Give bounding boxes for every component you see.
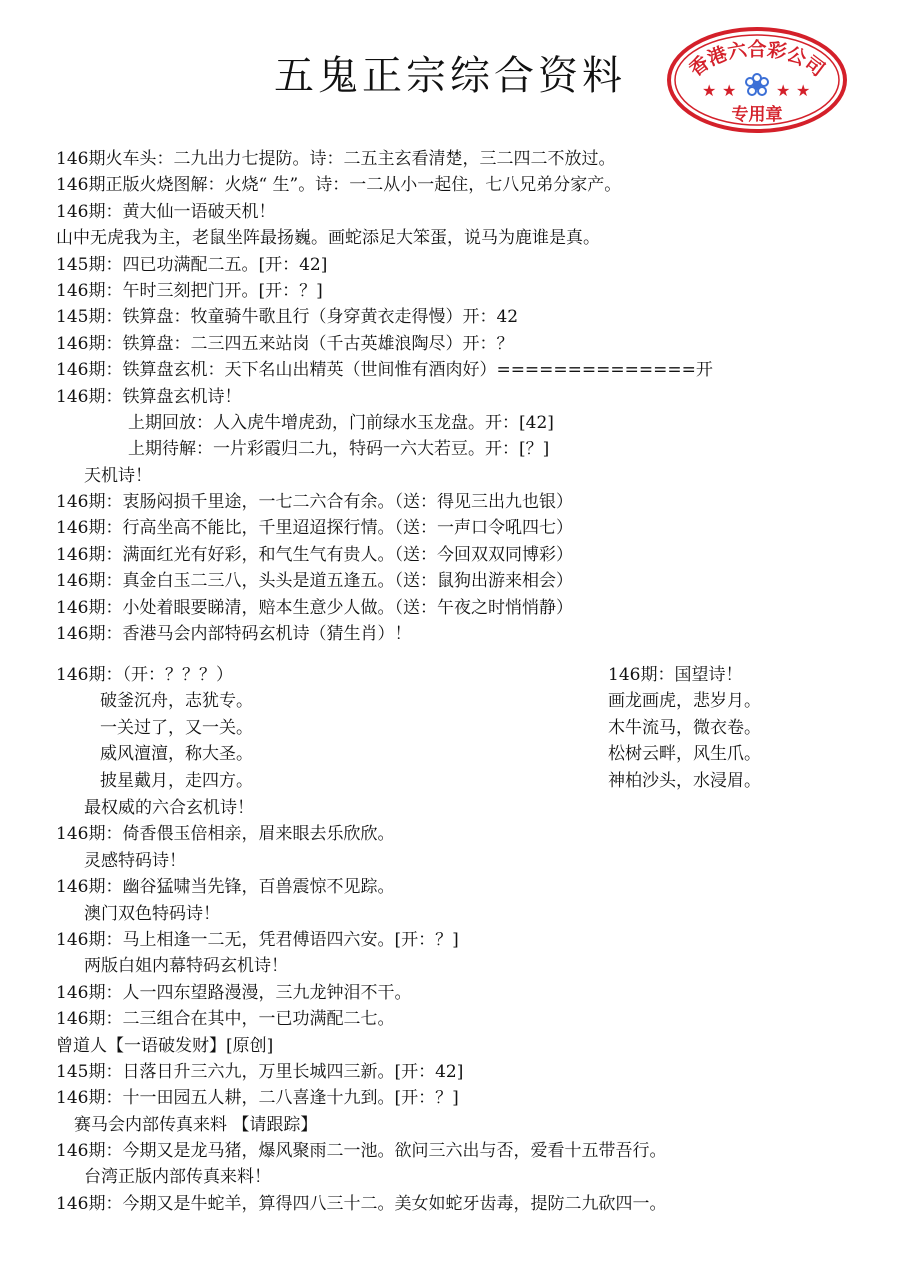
poem-right-line-4: 神柏沙头，水浸眉。 — [608, 770, 761, 791]
poem-left-line-4: 披星戴月，走四方。 — [100, 770, 253, 791]
line-taiwan-fax: 146期：今期又是牛蛇羊，算得四八三十二。美女如蛇牙齿毒，提防二九砍四一。 — [56, 1193, 667, 1214]
line-macau-poem: 146期：马上相逢一二无，凭君傅语四六安。[开：？] — [56, 929, 459, 950]
poem-right-line-3: 松树云畔，风生爪。 — [608, 744, 761, 765]
line-146-hint: 146期：午时三刻把门开。[开：？] — [56, 280, 323, 301]
content-lines-top — [56, 146, 856, 647]
heading-heaven-poem: 天机诗！ — [84, 465, 152, 486]
line-jockey-fax: 146期：今期又是龙马猪，爆风聚雨二一池。欲问三六出与否，爱看十五带吾行。 — [56, 1141, 667, 1162]
svg-text:★: ★ — [702, 81, 717, 100]
seal-bottom-text: 专用章 — [731, 105, 783, 125]
poem-left-line-2: 一关过了，又一关。 — [100, 717, 253, 738]
line-inspiration-poem: 146期：幽谷猛啸当先锋，百兽震惊不见踪。 — [56, 877, 395, 898]
page-title: 五鬼正宗综合资料 — [274, 53, 626, 99]
line-baijie-2: 146期：二三组合在其中，一已功满配二七。 — [56, 1009, 395, 1030]
heading-jockey-fax: 赛马会内部传真来料 【请跟踪】 — [74, 1114, 318, 1135]
line-heaven-2: 146期：行高坐高不能比，千里迢迢探行情。（送：一声口令吼四七） — [56, 518, 573, 539]
line-abacus-mystery: 146期：铁算盘玄机：天下名山出精英（世间惟有酒肉好）==============开 — [56, 360, 713, 381]
line-authority-poem: 146期：倚香偎玉倍相亲，眉来眼去乐欣欣。 — [56, 824, 395, 845]
poem-right-line-1: 画龙画虎，悲岁月。 — [608, 691, 761, 712]
svg-text:★: ★ — [776, 81, 791, 100]
poem-left-block — [56, 662, 556, 794]
line-abacus-poem-heading: 146期：铁算盘玄机诗！ — [56, 386, 242, 407]
line-fire-chart: 146期正版火烧图解：火烧“ 生”。诗：一二从小一起住，七八兄弟分家产。 — [56, 175, 622, 196]
content-lines-bottom — [56, 795, 856, 1217]
line-zeng-146: 146期：十一田园五人耕，二八喜逢十九到。[开：？] — [56, 1088, 459, 1109]
poem-left-line-3: 威风澶澶，称大圣。 — [100, 744, 253, 765]
line-huang-poem: 山中无虎我为主，老鼠坐阵最扬巍。画蛇添足大笨蛋，说马为鹿谁是真。 — [56, 228, 600, 249]
line-heaven-4: 146期：真金白玉二三八，头头是道五逢五。（送：鼠狗出游来相会） — [56, 571, 573, 592]
poem-right-line-2: 木牛流马，微衣卷。 — [608, 717, 761, 738]
heading-inspiration-poem: 灵感特码诗！ — [84, 850, 186, 871]
line-heaven-1: 146期：衷肠闷损千里途，一七二六合有余。（送：得见三出九也银） — [56, 492, 573, 513]
seal-top-text: 香港六合彩公司 — [685, 38, 829, 82]
line-train-head: 146期火车头：二九出力七提防。诗：二五主玄看清楚，三二四二不放过。 — [56, 149, 616, 169]
poem-right-block — [608, 662, 858, 794]
line-heaven-3: 146期：满面红光有好彩，和气生气有贵人。（送：今回双双同博彩） — [56, 544, 573, 565]
line-heaven-5: 146期：小处着眼要睇清，赔本生意少人做。（送：午夜之时悄悄静） — [56, 597, 573, 618]
line-last-replay: 上期回放：人入虎牛增虎劲，门前绿水玉龙盘。开：[42] — [128, 412, 554, 433]
heading-macau-poem: 澳门双色特码诗！ — [84, 903, 220, 924]
heading-baijie-poem: 两版白姐内幕特码玄机诗！ — [84, 956, 288, 977]
poem-right-heading: 146期：国望诗！ — [608, 665, 743, 685]
line-zeng-145: 145期：日落日升三六九，万里长城四三新。[开：42] — [56, 1061, 464, 1082]
line-huang-daxian: 146期：黄大仙一语破天机！ — [56, 201, 276, 222]
company-seal-stamp — [666, 26, 848, 134]
svg-text:★: ★ — [796, 81, 811, 100]
line-abacus-146: 146期：铁算盘：二三四五来站岗（千古英雄浪陶尽）开：？ — [56, 333, 514, 354]
line-last-pending: 上期待解：一片彩霞归二九，特码一六大若豆。开：[？] — [128, 439, 550, 460]
line-145-hint: 145期：四已功满配二五。[开：42] — [56, 254, 328, 275]
line-abacus-145: 145期：铁算盘：牧童骑牛歌且行（身穿黄衣走得慢）开：42 — [56, 307, 519, 328]
heading-zeng-daoren: 曾道人【一语破发财】[原创] — [56, 1035, 274, 1056]
poem-left-heading: 146期：（开：？？？） — [56, 665, 233, 685]
heading-taiwan-fax: 台湾正版内部传真来料！ — [84, 1167, 271, 1188]
line-hk-jockey-poem: 146期：香港马会内部特码玄机诗（猜生肖）！ — [56, 624, 412, 645]
seal-graphic — [666, 26, 848, 134]
line-baijie-1: 146期：人一四东望路漫漫，三九龙钟泪不干。 — [56, 982, 412, 1003]
poem-left-line-1: 破釜沉舟，志犹专。 — [100, 691, 253, 712]
seal-flower-icon — [746, 74, 768, 95]
svg-text:★: ★ — [722, 81, 737, 100]
heading-authority-poem: 最权威的六合玄机诗！ — [84, 798, 254, 818]
